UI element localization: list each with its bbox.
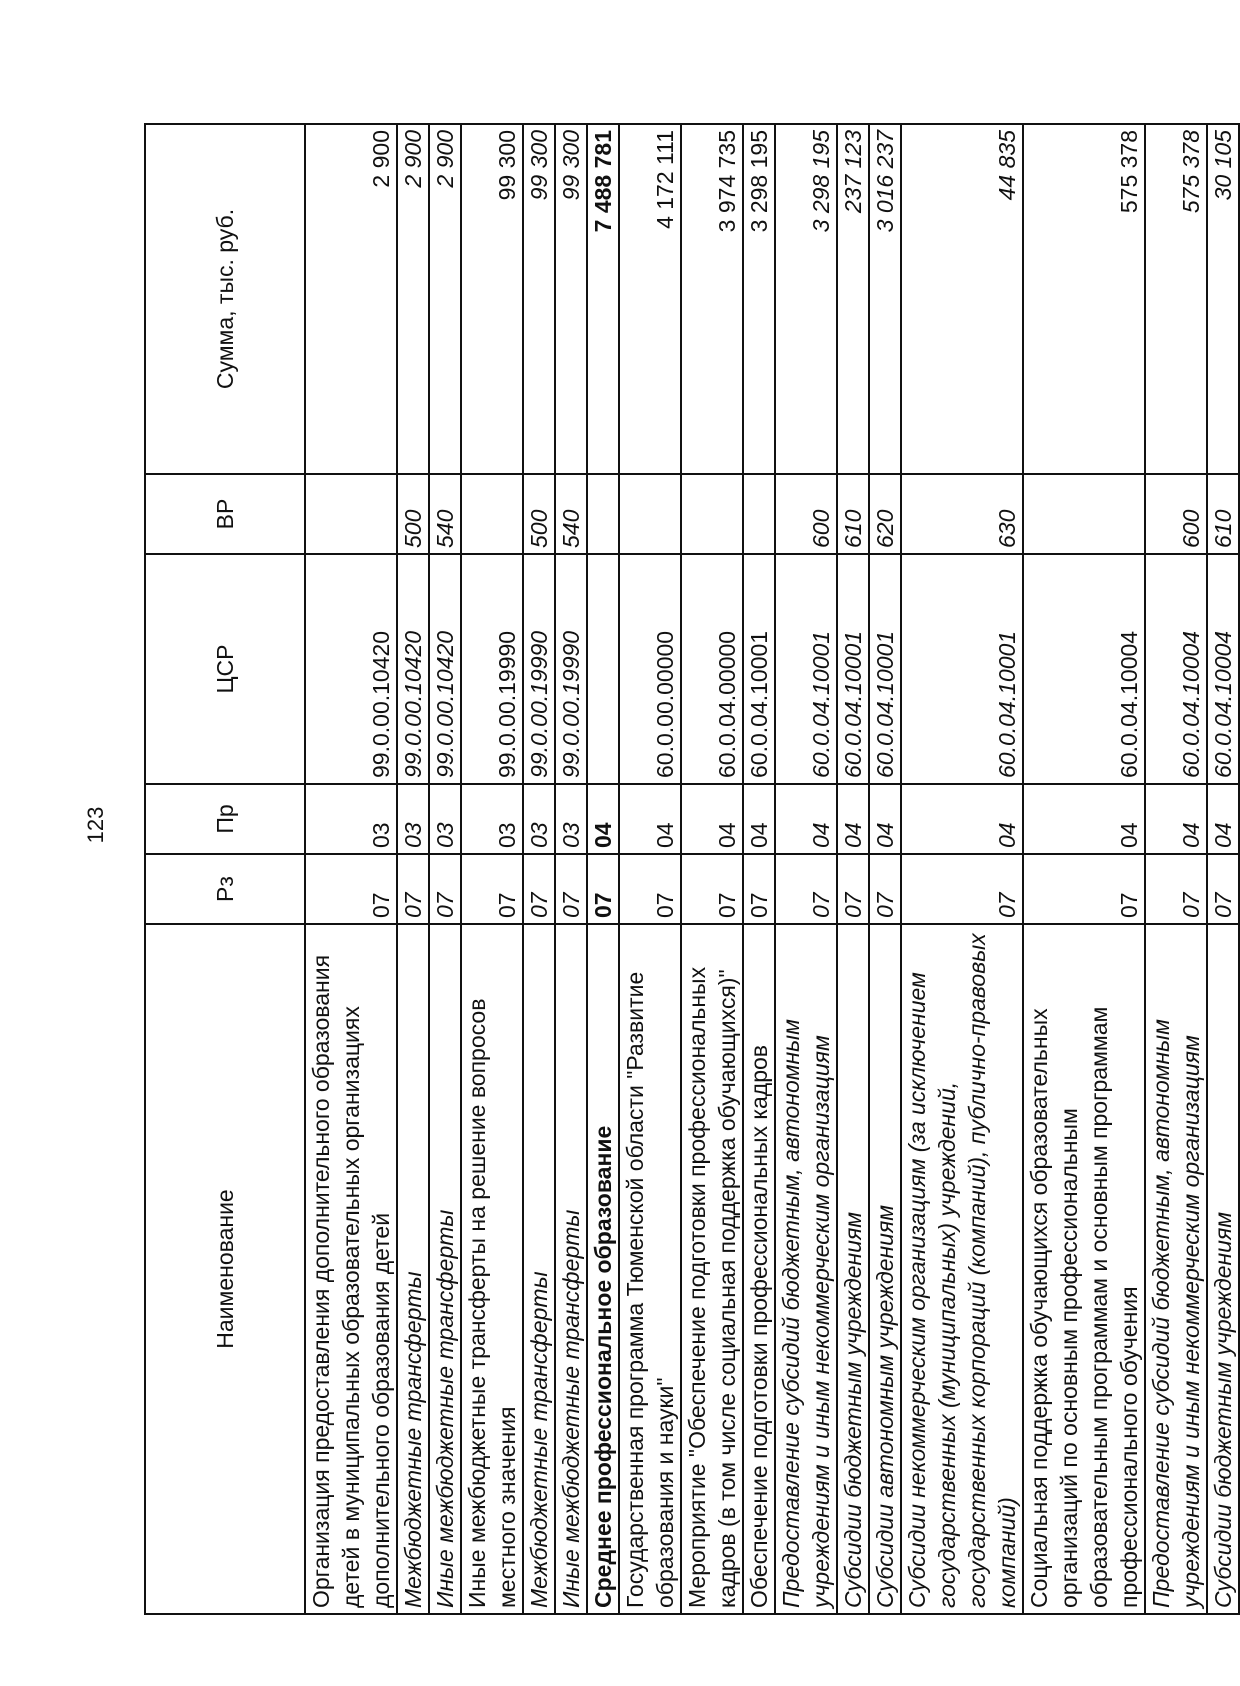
cell-sum: 2 900 [397,124,429,474]
cell-sum: 3 974 735 [681,124,743,474]
cell-csr: 60.0.04.10004 [1023,554,1145,784]
cell-pr: 04 [1023,784,1145,854]
cell-sum: 99 300 [555,124,587,474]
cell-csr: 99.0.00.19990 [461,554,523,784]
cell-sum: 2 900 [305,124,397,474]
cell-vr [743,474,775,554]
cell-rz: 07 [743,854,775,924]
cell-vr: 500 [523,474,555,554]
cell-vr [305,474,397,554]
cell-sum: 3 298 195 [743,124,775,474]
table-row [619,124,681,1614]
cell-pr: 04 [837,784,869,854]
cell-vr: 540 [555,474,587,554]
cell-sum: 237 123 [837,124,869,474]
table-row [901,124,1023,1614]
cell-rz: 07 [681,854,743,924]
cell-pr: 03 [305,784,397,854]
cell-name: Предоставление субсидий бюджетным, автономным учреждениям и иным некоммерческим организациям [1145,924,1207,1614]
table-row [305,124,397,1614]
table-row [1145,124,1207,1614]
header-pr: Пр [145,784,305,854]
cell-name: Субсидии некоммерческим организациям (за исключением государственных (муниципальных) учреждений, государственных корпораций (компаний), публично-правовых компаний) [901,924,1023,1614]
cell-name: Иные межбюджетные трансферты на решение вопросов местного значения [461,924,523,1614]
rotated-page-content [144,125,1236,1615]
cell-pr: 04 [619,784,681,854]
cell-vr: 630 [901,474,1023,554]
cell-csr: 60.0.04.10001 [775,554,837,784]
table-header-row [145,124,305,1614]
cell-sum: 2 900 [429,124,461,474]
cell-name: Среднее профессиональное образование [587,924,619,1614]
cell-vr: 610 [837,474,869,554]
table-row [429,124,461,1614]
cell-vr [461,474,523,554]
cell-csr: 99.0.00.10420 [305,554,397,784]
cell-csr: 60.0.04.10004 [1207,554,1239,784]
cell-csr: 99.0.00.19990 [555,554,587,784]
cell-sum: 30 105 [1207,124,1239,474]
table-row [1023,124,1145,1614]
cell-rz: 07 [1145,854,1207,924]
cell-csr: 99.0.00.10420 [397,554,429,784]
cell-rz: 07 [397,854,429,924]
cell-vr: 610 [1207,474,1239,554]
header-sum: Сумма, тыс. руб. [145,124,305,474]
cell-sum: 4 172 111 [619,124,681,474]
cell-rz: 07 [555,854,587,924]
cell-pr: 03 [429,784,461,854]
cell-pr: 03 [461,784,523,854]
cell-csr: 99.0.00.19990 [523,554,555,784]
cell-sum: 575 378 [1023,124,1145,474]
table-row [869,124,901,1614]
cell-pr: 04 [775,784,837,854]
table-row [1207,124,1239,1614]
cell-name: Предоставление субсидий бюджетным, автономным учреждениям и иным некоммерческим организациям [775,924,837,1614]
cell-rz: 07 [523,854,555,924]
cell-csr [587,554,619,784]
cell-vr: 620 [869,474,901,554]
cell-vr: 600 [775,474,837,554]
cell-rz: 07 [775,854,837,924]
table-row [837,124,869,1614]
table-row [555,124,587,1614]
cell-rz: 07 [1023,854,1145,924]
cell-pr: 03 [523,784,555,854]
cell-name: Субсидии автономным учреждениям [869,924,901,1614]
cell-pr: 04 [681,784,743,854]
cell-pr: 04 [901,784,1023,854]
cell-sum: 99 300 [461,124,523,474]
cell-name: Межбюджетные трансферты [397,924,429,1614]
table-row [461,124,523,1614]
cell-csr: 99.0.00.10420 [429,554,461,784]
cell-name: Субсидии бюджетным учреждениям [1207,924,1239,1614]
header-csr: ЦСР [145,554,305,784]
cell-vr [1023,474,1145,554]
cell-rz: 07 [305,854,397,924]
cell-name: Мероприятие "Обеспечение подготовки профессиональных кадров (в том числе социальная поддержка обучающихся)" [681,924,743,1614]
cell-vr [587,474,619,554]
cell-rz: 07 [429,854,461,924]
cell-pr: 04 [1145,784,1207,854]
cell-pr: 04 [587,784,619,854]
cell-name: Организация предоставления дополнительного образования детей в муниципальных образовательных организациях дополнительного образования детей [305,924,397,1614]
table-row [397,124,429,1614]
cell-vr [619,474,681,554]
cell-vr: 540 [429,474,461,554]
cell-name: Иные межбюджетные трансферты [555,924,587,1614]
cell-sum: 575 378 [1145,124,1207,474]
table-row [743,124,775,1614]
cell-name: Обеспечение подготовки профессиональных кадров [743,924,775,1614]
table-row [681,124,743,1614]
cell-pr: 04 [869,784,901,854]
cell-csr: 60.0.04.10004 [1145,554,1207,784]
cell-sum: 3 298 195 [775,124,837,474]
cell-pr: 04 [1207,784,1239,854]
table-row [587,124,619,1614]
cell-csr: 60.0.04.00000 [681,554,743,784]
cell-rz: 07 [1207,854,1239,924]
cell-vr: 500 [397,474,429,554]
cell-name: Субсидии бюджетным учреждениям [837,924,869,1614]
budget-table [144,123,1240,1615]
cell-sum: 44 835 [901,124,1023,474]
cell-sum: 99 300 [523,124,555,474]
cell-rz: 07 [619,854,681,924]
cell-pr: 03 [397,784,429,854]
cell-csr: 60.0.04.10001 [837,554,869,784]
cell-pr: 03 [555,784,587,854]
cell-name: Иные межбюджетные трансферты [429,924,461,1614]
header-vr: ВР [145,474,305,554]
cell-rz: 07 [587,854,619,924]
cell-pr: 04 [743,784,775,854]
cell-rz: 07 [461,854,523,924]
cell-vr: 600 [1145,474,1207,554]
cell-sum: 7 488 781 [587,124,619,474]
cell-rz: 07 [901,854,1023,924]
table-row [523,124,555,1614]
header-rz: Рз [145,854,305,924]
cell-rz: 07 [837,854,869,924]
cell-csr: 60.0.00.00000 [619,554,681,784]
cell-csr: 60.0.04.10001 [901,554,1023,784]
cell-vr [681,474,743,554]
cell-name: Межбюджетные трансферты [523,924,555,1614]
cell-csr: 60.0.04.10001 [743,554,775,784]
cell-sum: 3 016 237 [869,124,901,474]
cell-rz: 07 [869,854,901,924]
page-number: 123 [83,806,108,844]
table-row [775,124,837,1614]
header-name: Наименование [145,924,305,1614]
cell-name: Социальная поддержка обучающихся образовательных организаций по основным профессиональным образовательным программам и основным программам профессионального обучения [1023,924,1145,1614]
cell-name: Государственная программа Тюменской области "Развитие образования и науки" [619,924,681,1614]
cell-csr: 60.0.04.10001 [869,554,901,784]
